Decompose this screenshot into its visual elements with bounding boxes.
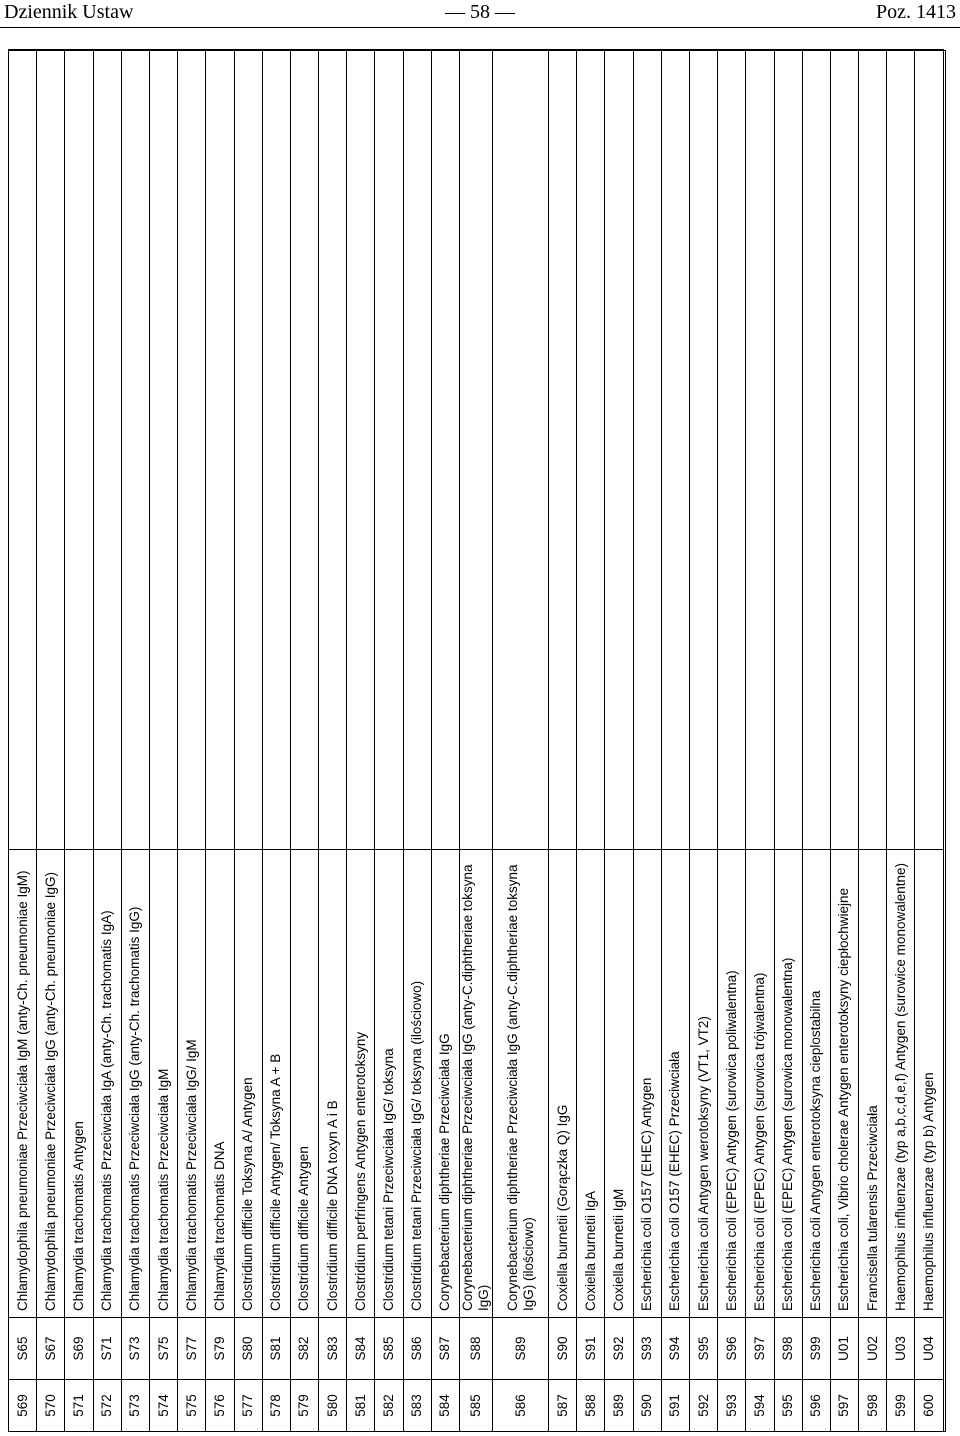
row-empty-cell (830, 50, 858, 850)
row-empty-cell (178, 50, 206, 850)
row-empty-cell (859, 50, 887, 850)
row-empty-cell (460, 50, 493, 850)
row-code-cell: S75 (149, 1318, 177, 1380)
row-name-cell: Clostridium difficile DNA toxyn A i B (319, 850, 347, 1318)
row-number-cell: 581 (347, 1380, 375, 1432)
row-name-cell: Chlamydia trachomatis DNA (206, 850, 234, 1318)
row-empty-cell (65, 50, 93, 850)
page-header (0, 0, 960, 24)
row-empty-cell (347, 50, 375, 850)
row-name-cell: Corynebacterium diphtheriae Przeciwciała IgG (anty-C.diphtheriae toksyna IgG) (460, 850, 493, 1318)
table-row (290, 50, 318, 1432)
row-number-cell: 593 (718, 1380, 746, 1432)
registry-table-body (9, 50, 944, 1432)
row-code-cell: S89 (493, 1318, 549, 1380)
row-number-cell: 590 (633, 1380, 661, 1432)
row-empty-cell (577, 50, 605, 850)
row-number-cell: 584 (431, 1380, 459, 1432)
row-name-cell: Corynebacterium diphtheriae Przeciwciała IgG (anty-C.diphtheriae toksyna IgG) (ilościowo) (493, 850, 549, 1318)
row-name-cell: Escherichia coli Antygen werotoksyny (VT1, VT2) (689, 850, 717, 1318)
table-row (633, 50, 661, 1432)
row-code-cell: S84 (347, 1318, 375, 1380)
row-name-cell: Chlamydia trachomatis Przeciwciała IgA (anty-Ch. trachomatis IgA) (93, 850, 121, 1318)
row-name-cell: Chlamydophila pneumoniae Przeciwciała IgG (anty-Ch. pneumoniae IgG) (37, 850, 65, 1318)
row-empty-cell (431, 50, 459, 850)
table-row (403, 50, 431, 1432)
row-name-cell: Escherichia coli (EPEC) Antygen (surowica poliwalentna) (718, 850, 746, 1318)
row-name-cell: Escherichia coli Antygen enterotoksyna cieplostabilna (802, 850, 830, 1318)
row-code-cell: S73 (121, 1318, 149, 1380)
rotated-table-wrapper (8, 50, 946, 1432)
table-row (206, 50, 234, 1432)
row-empty-cell (375, 50, 403, 850)
row-number-cell: 599 (887, 1380, 915, 1432)
row-number-cell: 586 (493, 1380, 549, 1432)
row-number-cell: 576 (206, 1380, 234, 1432)
table-row (93, 50, 121, 1432)
row-number-cell: 569 (9, 1380, 37, 1432)
row-code-cell: S83 (319, 1318, 347, 1380)
row-number-cell: 598 (859, 1380, 887, 1432)
table-row (149, 50, 177, 1432)
table-row (347, 50, 375, 1432)
table-row (9, 50, 37, 1432)
header-rule (0, 27, 960, 28)
row-empty-cell (633, 50, 661, 850)
row-name-cell: Chlamydia trachomatis Antygen (65, 850, 93, 1318)
table-row (605, 50, 633, 1432)
row-empty-cell (887, 50, 915, 850)
row-name-cell: Escherichia coli (EPEC) Antygen (surowica monowalentna) (774, 850, 802, 1318)
row-number-cell: 577 (234, 1380, 262, 1432)
row-name-cell: Escherichia coli, Vibrio cholerae Antygen enterotoksyny ciepłochwiejne (830, 850, 858, 1318)
row-code-cell: S95 (689, 1318, 717, 1380)
page-number: — 58 — (445, 1, 515, 23)
table-row (830, 50, 858, 1432)
table-row (802, 50, 830, 1432)
row-number-cell: 585 (460, 1380, 493, 1432)
row-name-cell: Corynebacterium diphtheriae Przeciwciała IgG (431, 850, 459, 1318)
row-code-cell: S79 (206, 1318, 234, 1380)
table-row (718, 50, 746, 1432)
row-code-cell: S82 (290, 1318, 318, 1380)
row-code-cell: S77 (178, 1318, 206, 1380)
table-row (689, 50, 717, 1432)
row-code-cell: S88 (460, 1318, 493, 1380)
row-name-cell: Coxiella burnetii IgM (605, 850, 633, 1318)
row-empty-cell (718, 50, 746, 850)
table-row (319, 50, 347, 1432)
row-code-cell: S65 (9, 1318, 37, 1380)
row-code-cell: S94 (661, 1318, 689, 1380)
row-number-cell: 582 (375, 1380, 403, 1432)
row-empty-cell (121, 50, 149, 850)
row-empty-cell (290, 50, 318, 850)
row-name-cell: Clostridium tetani Przeciwciała IgG/ toksyna (ilościowo) (403, 850, 431, 1318)
row-code-cell: S69 (65, 1318, 93, 1380)
row-code-cell: U01 (830, 1318, 858, 1380)
row-code-cell: U04 (915, 1318, 943, 1380)
row-name-cell: Chlamydia trachomatis Przeciwciała IgG/ IgM (178, 850, 206, 1318)
row-empty-cell (319, 50, 347, 850)
row-empty-cell (774, 50, 802, 850)
row-number-cell: 573 (121, 1380, 149, 1432)
row-name-cell: Chlamydia trachomatis Przeciwciała IgG (anty-Ch. trachomatis IgG) (121, 850, 149, 1318)
table-row (37, 50, 65, 1432)
table-row (121, 50, 149, 1432)
row-empty-cell (802, 50, 830, 850)
row-code-cell: U02 (859, 1318, 887, 1380)
row-empty-cell (149, 50, 177, 850)
table-row (431, 50, 459, 1432)
row-name-cell: Clostridium tetani Przeciwciała IgG/ toksyna (375, 850, 403, 1318)
row-code-cell: S87 (431, 1318, 459, 1380)
row-code-cell: S92 (605, 1318, 633, 1380)
row-number-cell: 592 (689, 1380, 717, 1432)
row-code-cell: U03 (887, 1318, 915, 1380)
row-empty-cell (661, 50, 689, 850)
row-name-cell: Escherichia coli O157 (EHEC) Antygen (633, 850, 661, 1318)
table-row (549, 50, 577, 1432)
row-number-cell: 572 (93, 1380, 121, 1432)
row-code-cell: S97 (746, 1318, 774, 1380)
row-code-cell: S91 (577, 1318, 605, 1380)
row-code-cell: S80 (234, 1318, 262, 1380)
row-code-cell: S98 (774, 1318, 802, 1380)
row-empty-cell (746, 50, 774, 850)
row-empty-cell (403, 50, 431, 850)
table-row (493, 50, 549, 1432)
row-number-cell: 571 (65, 1380, 93, 1432)
row-name-cell: Francisella tularensis Przeciwciała (859, 850, 887, 1318)
position-number: Poz. 1413 (876, 1, 956, 23)
table-row (577, 50, 605, 1432)
table-row (460, 50, 493, 1432)
row-number-cell: 588 (577, 1380, 605, 1432)
row-name-cell: Clostridium difficile Antygen (290, 850, 318, 1318)
publication-title: Dziennik Ustaw (4, 1, 134, 23)
row-name-cell: Clostridium difficile Toksyna A/ Antygen (234, 850, 262, 1318)
row-code-cell: S93 (633, 1318, 661, 1380)
row-number-cell: 597 (830, 1380, 858, 1432)
table-row (375, 50, 403, 1432)
row-number-cell: 594 (746, 1380, 774, 1432)
row-empty-cell (689, 50, 717, 850)
row-code-cell: S86 (403, 1318, 431, 1380)
row-number-cell: 579 (290, 1380, 318, 1432)
table-row (65, 50, 93, 1432)
row-name-cell: Chlamydia trachomatis Przeciwciała IgM (149, 850, 177, 1318)
row-name-cell: Escherichia coli (EPEC) Antygen (surowica trójwalentna) (746, 850, 774, 1318)
row-code-cell: S85 (375, 1318, 403, 1380)
table-row (774, 50, 802, 1432)
row-empty-cell (915, 50, 943, 850)
row-empty-cell (206, 50, 234, 850)
row-number-cell: 580 (319, 1380, 347, 1432)
row-name-cell: Clostridium perfringens Antygen enterotoksyny (347, 850, 375, 1318)
table-row (178, 50, 206, 1432)
row-code-cell: S67 (37, 1318, 65, 1380)
row-number-cell: 578 (262, 1380, 290, 1432)
row-empty-cell (37, 50, 65, 850)
table-row (859, 50, 887, 1432)
row-number-cell: 595 (774, 1380, 802, 1432)
row-name-cell: Haemophilus influenzae (typ a,b,c,d,e,f) Antygen (surowice monowalentne) (887, 850, 915, 1318)
registry-table (8, 49, 944, 1432)
row-empty-cell (605, 50, 633, 850)
row-code-cell: S71 (93, 1318, 121, 1380)
row-name-cell: Haemophilus influenzae (typ b) Antygen (915, 850, 943, 1318)
row-name-cell: Coxiella burnetii IgA (577, 850, 605, 1318)
row-number-cell: 587 (549, 1380, 577, 1432)
row-empty-cell (549, 50, 577, 850)
table-row (915, 50, 943, 1432)
row-empty-cell (493, 50, 549, 850)
table-row (746, 50, 774, 1432)
row-number-cell: 575 (178, 1380, 206, 1432)
row-name-cell: Clostridium difficile Antygen/ Toksyna A + B (262, 850, 290, 1318)
table-row (661, 50, 689, 1432)
row-number-cell: 600 (915, 1380, 943, 1432)
row-code-cell: S96 (718, 1318, 746, 1380)
row-code-cell: S90 (549, 1318, 577, 1380)
row-number-cell: 574 (149, 1380, 177, 1432)
row-code-cell: S81 (262, 1318, 290, 1380)
table-row (262, 50, 290, 1432)
row-number-cell: 570 (37, 1380, 65, 1432)
table-row (887, 50, 915, 1432)
row-empty-cell (234, 50, 262, 850)
row-code-cell: S99 (802, 1318, 830, 1380)
row-name-cell: Escherichia coli O157 (EHEC) Przeciwciała (661, 850, 689, 1318)
table-row (234, 50, 262, 1432)
row-number-cell: 589 (605, 1380, 633, 1432)
row-empty-cell (9, 50, 37, 850)
row-empty-cell (93, 50, 121, 850)
row-empty-cell (262, 50, 290, 850)
row-name-cell: Coxiella burnetii (Gorączka Q) IgG (549, 850, 577, 1318)
row-number-cell: 596 (802, 1380, 830, 1432)
row-number-cell: 591 (661, 1380, 689, 1432)
row-name-cell: Chlamydophila pneumoniae Przeciwciała IgM (anty-Ch. pneumoniae IgM) (9, 850, 37, 1318)
row-number-cell: 583 (403, 1380, 431, 1432)
